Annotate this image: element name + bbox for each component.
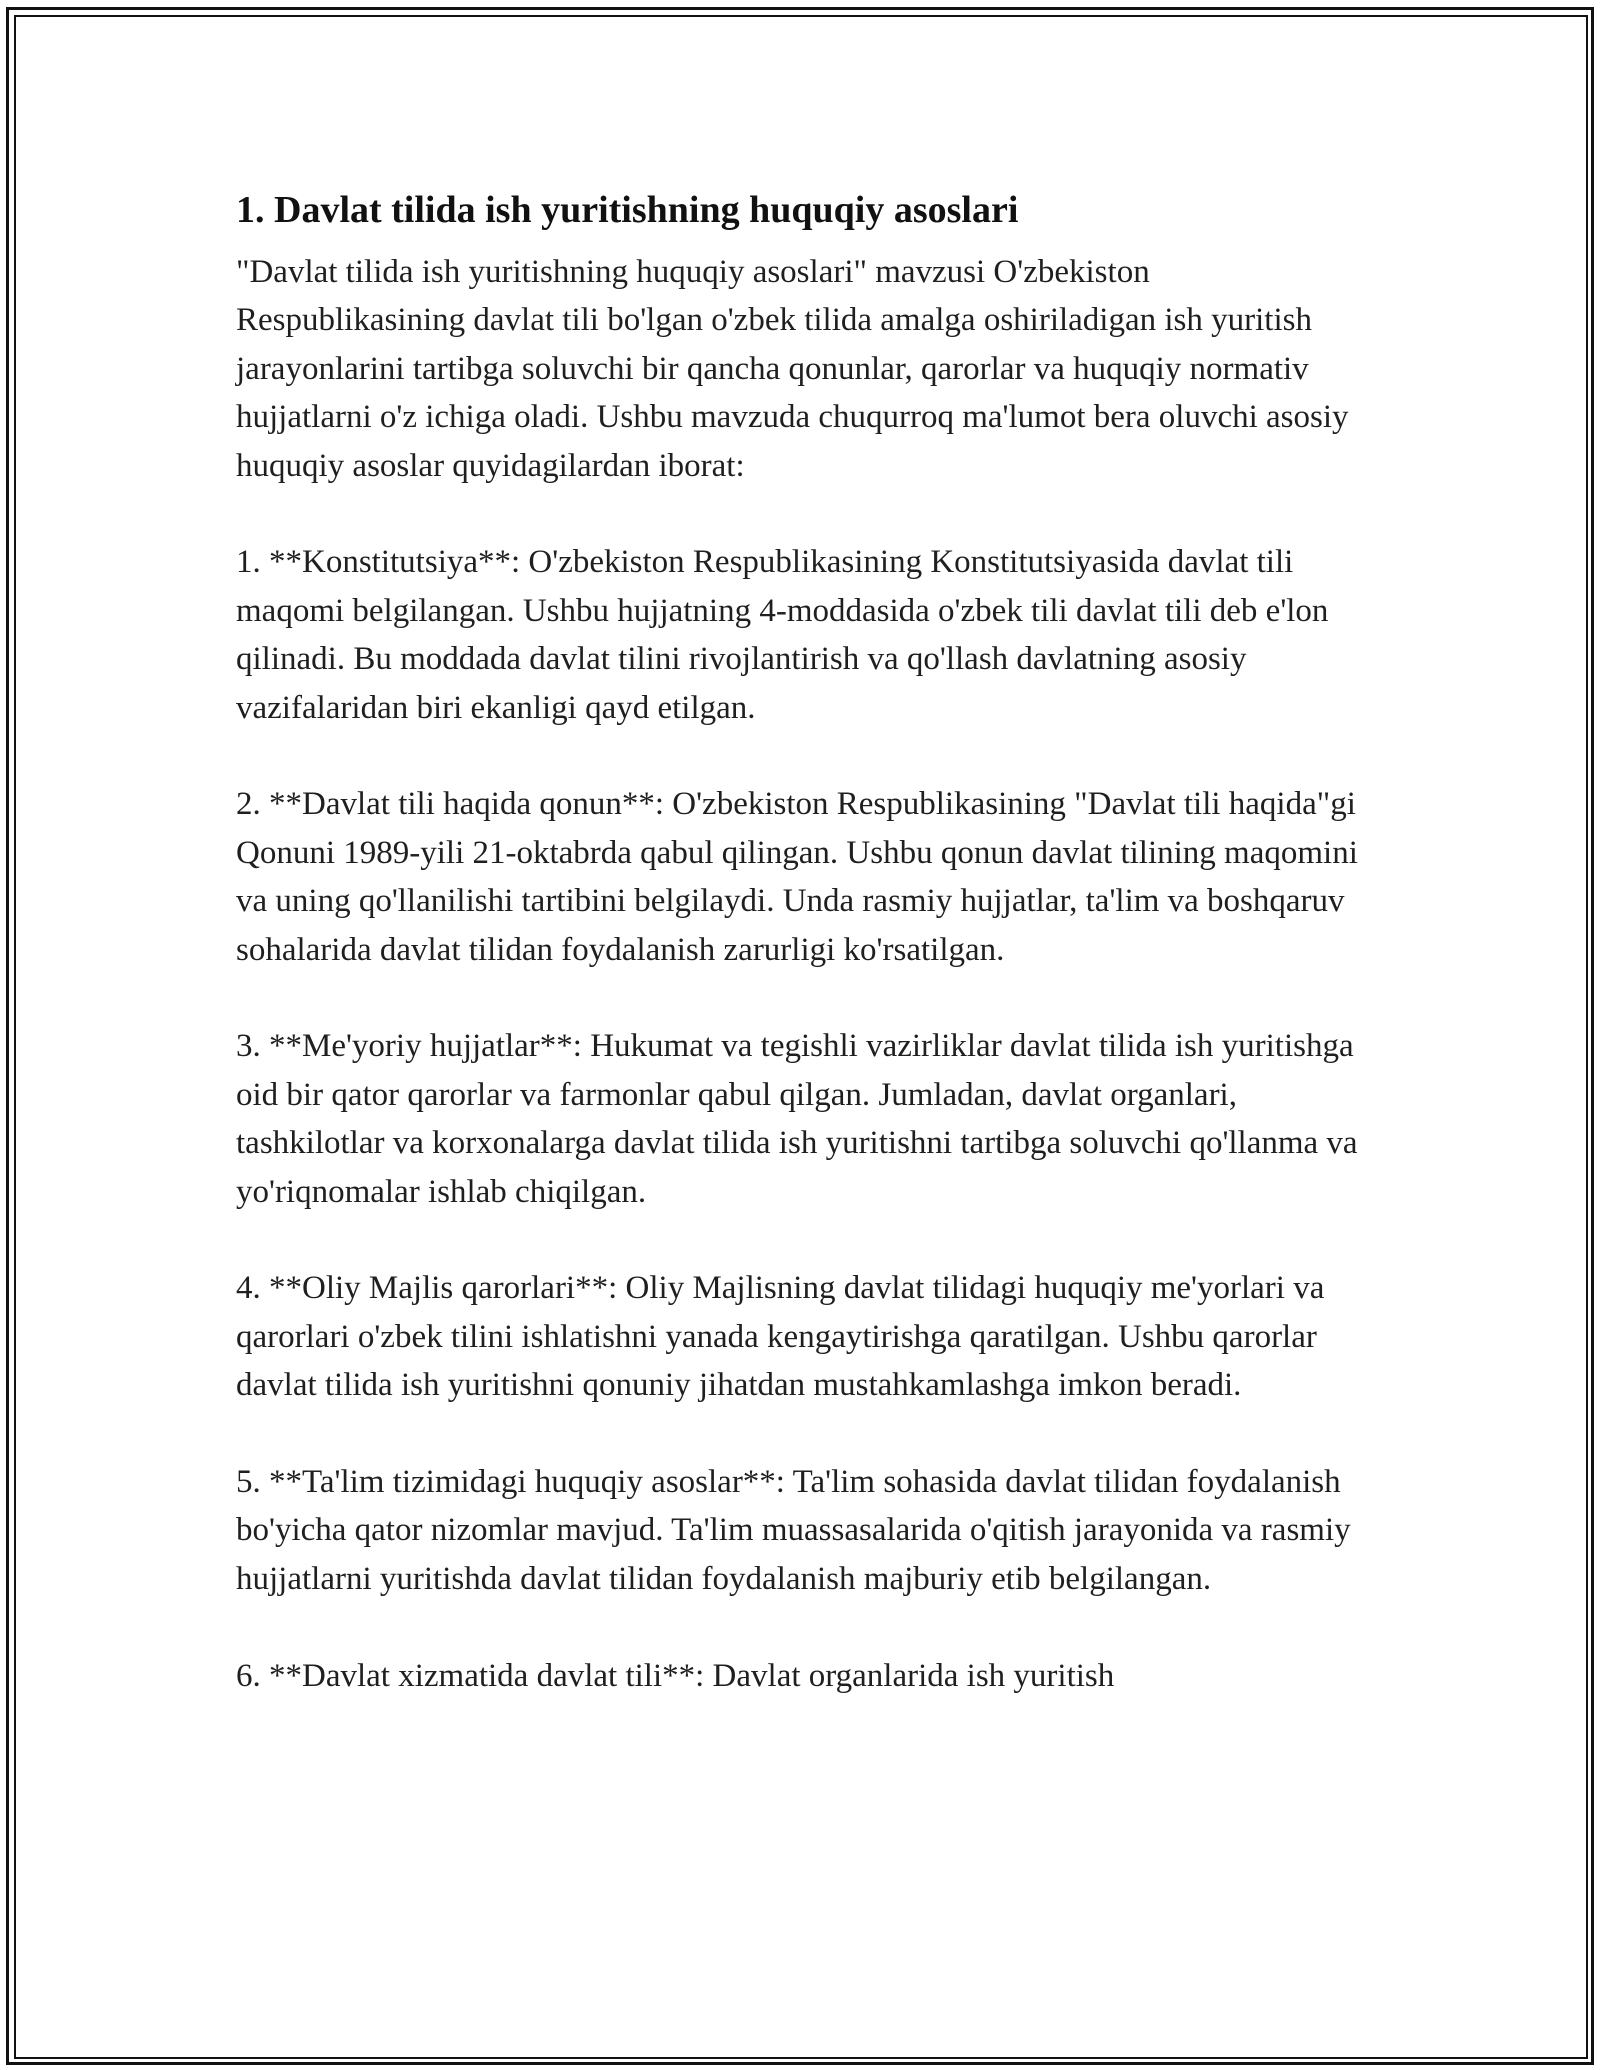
list-item-meyoriy-hujjatlar: 3. **Me'yoriy hujjatlar**: Hukumat va tegishli vazirliklar davlat tilida ish yuritishga oid bir qator qarorlar va farmonlar qabul qilgan. Jumladan, davlat organlari, tashkilotlar va korxonalarga davlat tilida ish yuritishni tartibga soluvchi qo'llanma va yo'riqnomalar ishlab chiqilgan. [236, 1028, 1358, 1210]
list-item-konstitutsiya: 1. **Konstitutsiya**: O'zbekiston Respublikasining Konstitutsiyasida davlat tili maqomi belgilangan. Ushbu hujjatning 4-moddasida o'zbek tili davlat tili deb e'lon qilinadi. Bu moddada davlat tilini rivojlantirish va qo'llash davlatning asosiy vazifalaridan biri ekanligi qayd etilgan. [236, 544, 1329, 726]
intro-paragraph: "Davlat tilida ish yuritishning huquqiy asoslari" mavzusi O'zbekiston Respublikasining davlat tili bo'lgan o'zbek tilida amalga oshiriladigan ish yuritish jarayonlarini tartibga soluvchi bir qancha qonunlar, qarorlar va huquqiy normativ hujjatlarni o'z ichiga oladi. Ushbu mavzuda chuqurroq ma'lumot bera oluvchi asosiy huquqiy asoslar quyidagilardan iborat: [236, 254, 1349, 484]
list-item-talim-tizimi: 5. **Ta'lim tizimidagi huquqiy asoslar**: Ta'lim sohasida davlat tilidan foydalanish bo'yicha qator nizomlar mavjud. Ta'lim muassasalarida o'qitish jarayonida va rasmiy hujjatlarni yuritishda davlat tilidan foydalanish majburiy etib belgilangan. [236, 1464, 1351, 1597]
list-item-oliy-majlis: 4. **Oliy Majlis qarorlari**: Oliy Majlisning davlat tilidagi huquqiy me'yorlari va qarorlari o'zbek tilini ishlatishni yanada kengaytirishga qaratilgan. Ushbu qarorlar davlat tilida ish yuritishni qonuniy jihatdan mustahkamlashga imkon beradi. [236, 1270, 1325, 1404]
section-heading: 1. Davlat tilida ish yuritishning huquqiy asoslari [236, 189, 1019, 231]
list-item-davlat-tili-qonun: 2. **Davlat tili haqida qonun**: O'zbekiston Respublikasining "Davlat tili haqida"gi Qonuni 1989-yili 21-oktabrda qabul qilingan. Ushbu qonun davlat tilining maqomini va uning qo'llanilishi tartibini belgilaydi. Unda rasmiy hujjatlar, ta'lim va boshqaruv sohalarida davlat tilidan foydalanish zarurligi ko'rsatilgan. [236, 786, 1358, 968]
document-body [236, 186, 1366, 1748]
list-item-davlat-xizmati: 6. **Davlat xizmatida davlat tili**: Davlat organlarida ish yuritish [236, 1657, 1115, 1694]
